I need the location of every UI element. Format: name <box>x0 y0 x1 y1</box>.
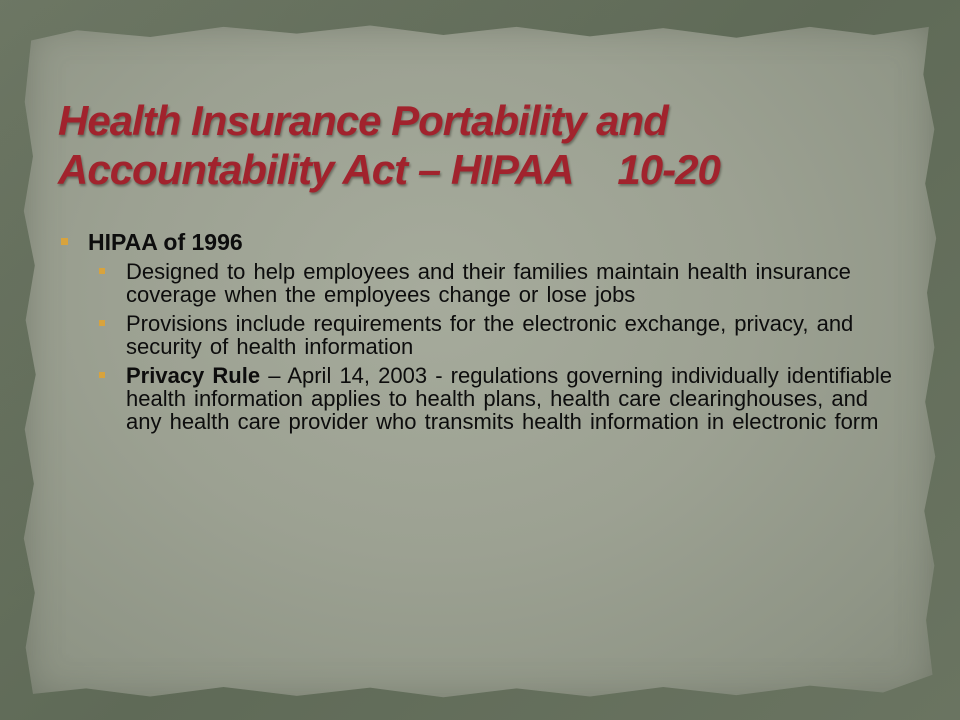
bullet-hipaa-1996 <box>58 228 908 256</box>
slide-title <box>58 96 918 194</box>
privacy-rule-label: Privacy Rule <box>126 363 261 388</box>
sub-bullet-text: Designed to help employees and their families maintain health insurance coverage when the employees change or lose jobs <box>126 259 851 307</box>
slide-code: 10-20 <box>617 146 720 193</box>
square-bullet-icon <box>99 372 105 378</box>
title-line-1: Health Insurance Portability and <box>58 97 668 144</box>
sub-bullet-purpose <box>96 260 908 306</box>
sub-bullet-privacy-rule <box>96 364 908 433</box>
slide-body <box>58 228 908 439</box>
title-line-2: Accountability Act – HIPAA <box>58 146 574 193</box>
sub-bullet-text: – April 14, 2003 - regulations governing individually identifiable health information applies to health plans, health care clearinghouses, and any health care provider who transmits health information in electronic form <box>126 363 893 434</box>
sub-bullet-text: Provisions include requirements for the electronic exchange, privacy, and security of health information <box>126 311 854 359</box>
square-bullet-icon <box>99 320 105 326</box>
sub-bullet-provisions <box>96 312 908 358</box>
square-bullet-icon <box>61 238 68 245</box>
sub-bullet-list <box>96 260 908 433</box>
square-bullet-icon <box>99 268 105 274</box>
bullet-text: HIPAA of 1996 <box>88 229 243 255</box>
